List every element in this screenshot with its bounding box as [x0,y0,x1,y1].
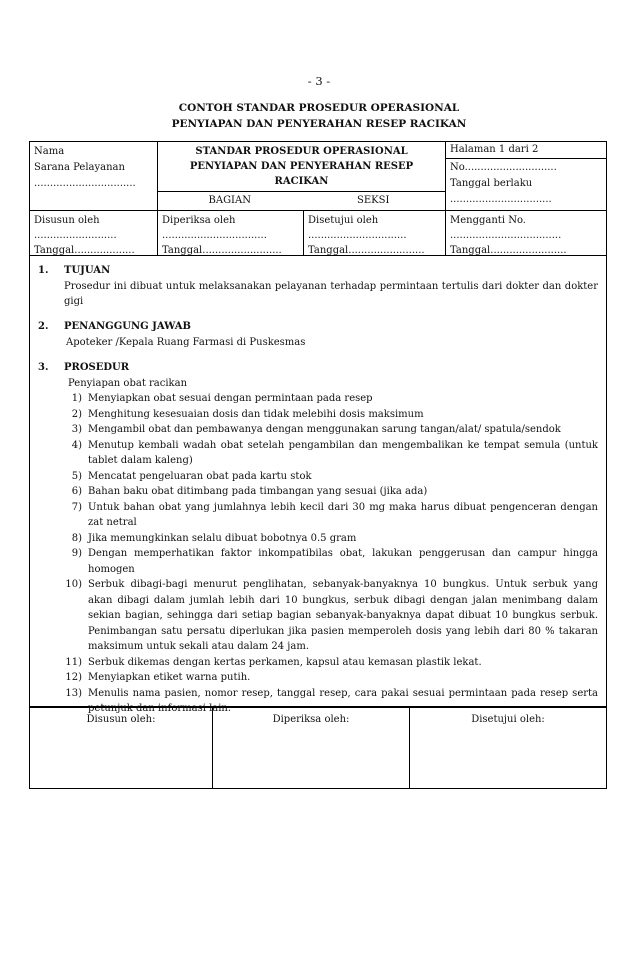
step-number: 9) [71,548,82,559]
step-text: Bahan baku obat ditimbang pada timbangan yang sesuai (jika ada) [88,486,428,497]
section-prosedur [38,360,598,717]
disusun-label: Disusun oleh [34,215,100,226]
mengganti-tanggal: Tanggal........................ [450,245,567,256]
header-row-2 [30,211,606,255]
step-number: 13) [65,687,82,699]
step-text: Serbuk dikemas dengan kertas perkamen, kapsul atau kemasan plastik lekat. [88,656,482,668]
step-text: Untuk bahan obat yang jumlahnya lebih kecil dari 30 mg maka harus dibuat pengenceran dengan zat netral [88,501,598,528]
bagian-seksi-row [158,191,445,210]
section-title: TUJUAN [64,265,111,276]
signature-table [29,707,607,789]
prosedur-steps-list [38,391,598,717]
header-right-cell [446,142,606,210]
diperiksa-label: Diperiksa oleh [162,215,236,226]
nomor-tanggal-cell [446,159,606,210]
step-text: Dengan memperhatikan faktor inkompatibilas obat, lakukan penggerusan dan campur hingga homogen [88,548,598,575]
section-number: 1. [38,265,49,276]
step-number: 11) [65,656,82,668]
step-number: 6) [71,486,82,497]
header-middle-cell [158,142,446,210]
tanggal-berlaku-dots: ................................ [450,194,552,205]
prosedur-step [38,469,598,485]
disetujui-dots: ............................... [308,230,407,241]
header-row-1 [30,142,606,211]
step-number: 5) [71,470,82,482]
tanggal-berlaku-label: Tanggal berlaku [450,178,533,189]
signature-disusun: Disusun oleh: [30,708,213,788]
prosedur-step [38,577,598,655]
step-text: Menghitung kesesuaian dosis dan tidak melebihi dosis maksimum [88,408,424,420]
sop-header-table [29,141,607,256]
step-number: 7) [71,501,82,513]
halaman-label: Halaman 1 dari 2 [446,142,606,159]
diperiksa-cell [158,211,304,255]
step-text: Jika memungkinkan selalu dibuat bobotnya 0.5 gram [88,532,357,544]
section-penanggung-jawab [38,319,598,350]
section-tujuan [38,263,598,310]
prosedur-step [38,531,598,547]
title-line-1: CONTOH STANDAR PROSEDUR OPERASIONAL [178,102,460,114]
diperiksa-tanggal: Tanggal......................... [162,245,282,256]
disetujui-tanggal: Tanggal........................ [308,245,425,256]
step-number: 12) [65,672,82,683]
section-heading [38,263,598,279]
prosedur-step [38,391,598,407]
step-text: Menyiapkan obat sesuai dengan permintaan pada resep [88,393,373,404]
disusun-dots: .......................... [34,230,117,241]
sop-title [158,142,445,191]
mengganti-label: Mengganti No. [450,215,526,226]
section-number: 3. [38,362,49,373]
disetujui-cell [304,211,446,255]
section-text: Prosedur ini dibuat untuk melaksanakan pelayanan terhadap permintaan tertulis dari dokter dan dokter gigi [64,280,598,307]
page-number: - 3 - [307,74,331,88]
bagian-label: BAGIAN [208,195,251,206]
step-text: Menulis nama pasien, nomor resep, tanggal resep, cara pakai sesuai permintaan pada resep serta petunjuk dan informasi lain. [88,687,598,714]
signature-diperiksa: Diperiksa oleh: [213,708,410,788]
prosedur-step [38,407,598,423]
step-text: Serbuk dibagi-bagi menurut penglihatan, sebanyak-banyaknya 10 bungkus. Untuk serbuk yang akan dibagi dalam jumlah lebih dari 10 bungkus, serbuk dibagi dengan jalan menimbang dalam sekian bagian, sehingga dari setiap bagian sebanyak-banyaknya dapat dibuat 10 bungkus serbuk. Penimbangan satu persatu diperlukan jika pasien memperoleh dosis yang lebih dari 80 % takaran maksimum untuk sekali atau dalam 24 jam. [88,579,598,652]
nomor-dots: No............................. [450,162,557,173]
disusun-tanggal: Tanggal................... [34,245,135,256]
step-number: 2) [71,408,82,420]
step-text: Mengambil obat dan pembawanya dengan menggunakan sarung tangan/alat/ spatula/sendok [88,424,561,435]
seksi-label: SEKSI [357,195,390,206]
section-heading [38,319,598,335]
section-title: PROSEDUR [64,362,130,373]
prosedur-step [38,438,598,469]
disetujui-label: Disetujui oleh [308,215,379,226]
prosedur-step [38,670,598,686]
section-title: PENANGGUNG JAWAB [64,321,191,332]
prosedur-subheading: Penyiapan obat racikan [68,377,188,389]
step-number: 8) [71,532,82,544]
sarana-label: Sarana Pelayanan [34,162,125,173]
sarana-dots: ................................ [34,178,136,189]
step-text: Menutup kembali wadah obat setelah pengambilan dan mengembalikan ke tempat semula (untuk tablet dalam kaleng) [88,439,598,466]
mengganti-dots: ................................... [450,230,562,241]
nama-label: Nama [34,146,65,157]
disusun-cell [30,211,158,255]
sop-body [29,253,607,714]
section-heading [38,360,598,376]
step-number: 3) [71,424,82,435]
prosedur-step [38,484,598,500]
document-title [0,100,638,132]
prosedur-step [38,500,598,531]
prosedur-step [38,655,598,671]
diperiksa-dots: ................................. [162,230,267,241]
sop-title-line-3: RACIKAN [274,176,329,187]
title-line-2: PENYIAPAN DAN PENYERAHAN RESEP RACIKAN [171,118,467,130]
sop-title-line-2: PENYIAPAN DAN PENYERAHAN RESEP [189,161,414,172]
mengganti-cell [446,211,606,255]
step-text: Mencatat pengeluaran obat pada kartu stok [88,470,312,482]
sop-title-line-1: STANDAR PROSEDUR OPERASIONAL [195,146,408,157]
header-left-cell [30,142,158,210]
section-text: Apoteker /Kepala Ruang Farmasi di Puskesmas [66,336,306,348]
section-number: 2. [38,321,49,332]
signature-disetujui: Disetujui oleh: [471,714,545,725]
step-number: 10) [65,579,82,590]
step-text: Menyiapkan etiket warna putih. [88,672,251,683]
step-number: 4) [71,439,82,451]
step-number: 1) [71,393,82,404]
prosedur-step [38,546,598,577]
prosedur-step [38,422,598,438]
